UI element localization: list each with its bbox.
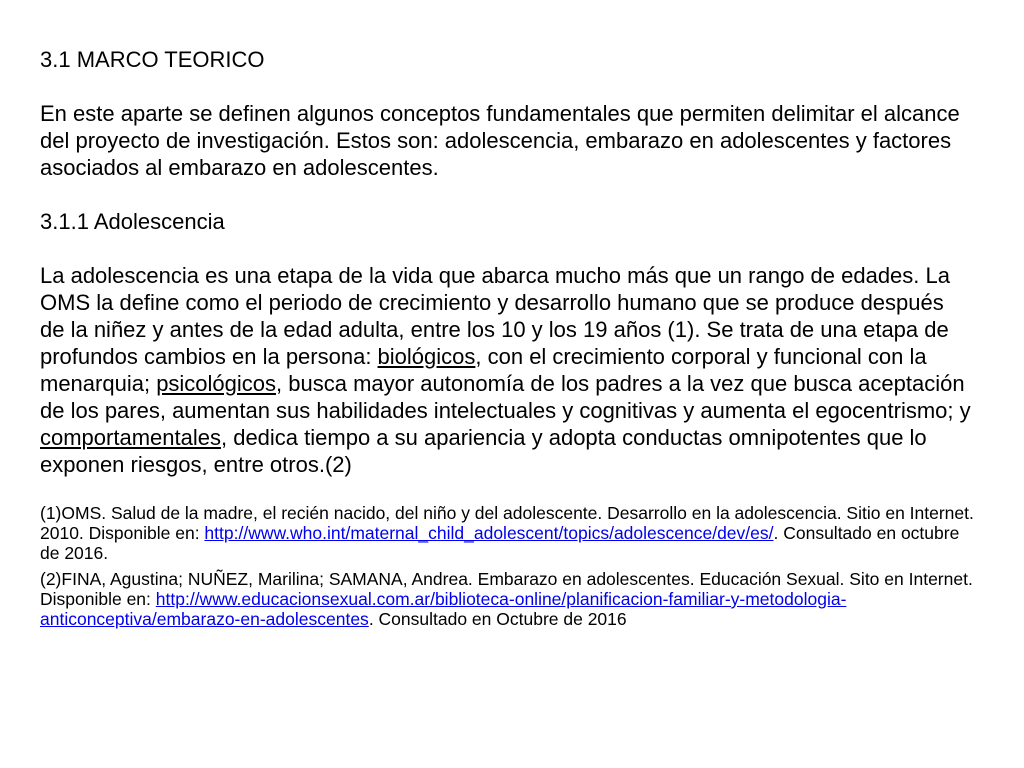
paragraph-text-2: , con el crecimiento corporal y funcional con la menarquia; (40, 344, 927, 396)
reference-1 (40, 503, 974, 563)
reference-2 (40, 569, 974, 629)
term-comportamentales: comportamentales (40, 425, 221, 450)
reference-2-suffix: . Consultado en Octubre de 2016 (368, 609, 627, 629)
term-biologicos: biológicos (377, 344, 476, 369)
reference-2-link[interactable]: http://www.educacionsexual.com.ar/biblioteca-online/planificacion-familiar-y-metodologia-anticonceptiva/embarazo-en-adolescentes (40, 589, 847, 629)
reference-1-suffix: . Consultado en octubre de 2016. (40, 523, 960, 563)
reference-1-text: (1)OMS. Salud de la madre, el recién nacido, del niño y del adolescente. Desarrollo en la adolescencia. Sitio en Internet. 2010. Disponible en: (40, 503, 974, 543)
references (40, 503, 974, 629)
subsection-heading: 3.1.1 Adolescencia (40, 209, 225, 234)
intro-paragraph: En este aparte se definen algunos conceptos fundamentales que permiten delimitar el alcance del proyecto de investigación. Estos son: adolescencia, embarazo en adolescentes y factores asociados al embarazo en adolescentes. (40, 101, 960, 180)
adolescence-paragraph (40, 262, 974, 478)
reference-1-link[interactable]: http://www.who.int/maternal_child_adolescent/topics/adolescence/dev/es/ (204, 523, 774, 543)
paragraph-text-1: La adolescencia es una etapa de la vida que abarca mucho más que un rango de edades. La OMS la define como el periodo de crecimiento y desarrollo humano que se produce después de la niñez y antes de la edad adulta, entre los 10 y los 19 años (1). Se trata de una etapa de profundos cambios en la persona: (40, 263, 950, 369)
section-heading: 3.1 MARCO TEORICO (40, 47, 265, 72)
term-psicologicos: psicológicos (156, 371, 277, 396)
reference-2-text: (2)FINA, Agustina; NUÑEZ, Marilina; SAMANA, Andrea. Embarazo en adolescentes. Educación Sexual. Sito en Internet. Disponible en: (40, 569, 973, 609)
main-text (40, 46, 974, 478)
paragraph-text-3: , busca mayor autonomía de los padres a la vez que busca aceptación de los pares, aumentan sus habilidades intelectuales y cognitivas y aumenta el egocentrismo; y (40, 371, 971, 423)
paragraph-text-4: , dedica tiempo a su apariencia y adopta conductas omnipotentes que lo exponen riesgos, entre otros.(2) (40, 425, 927, 477)
